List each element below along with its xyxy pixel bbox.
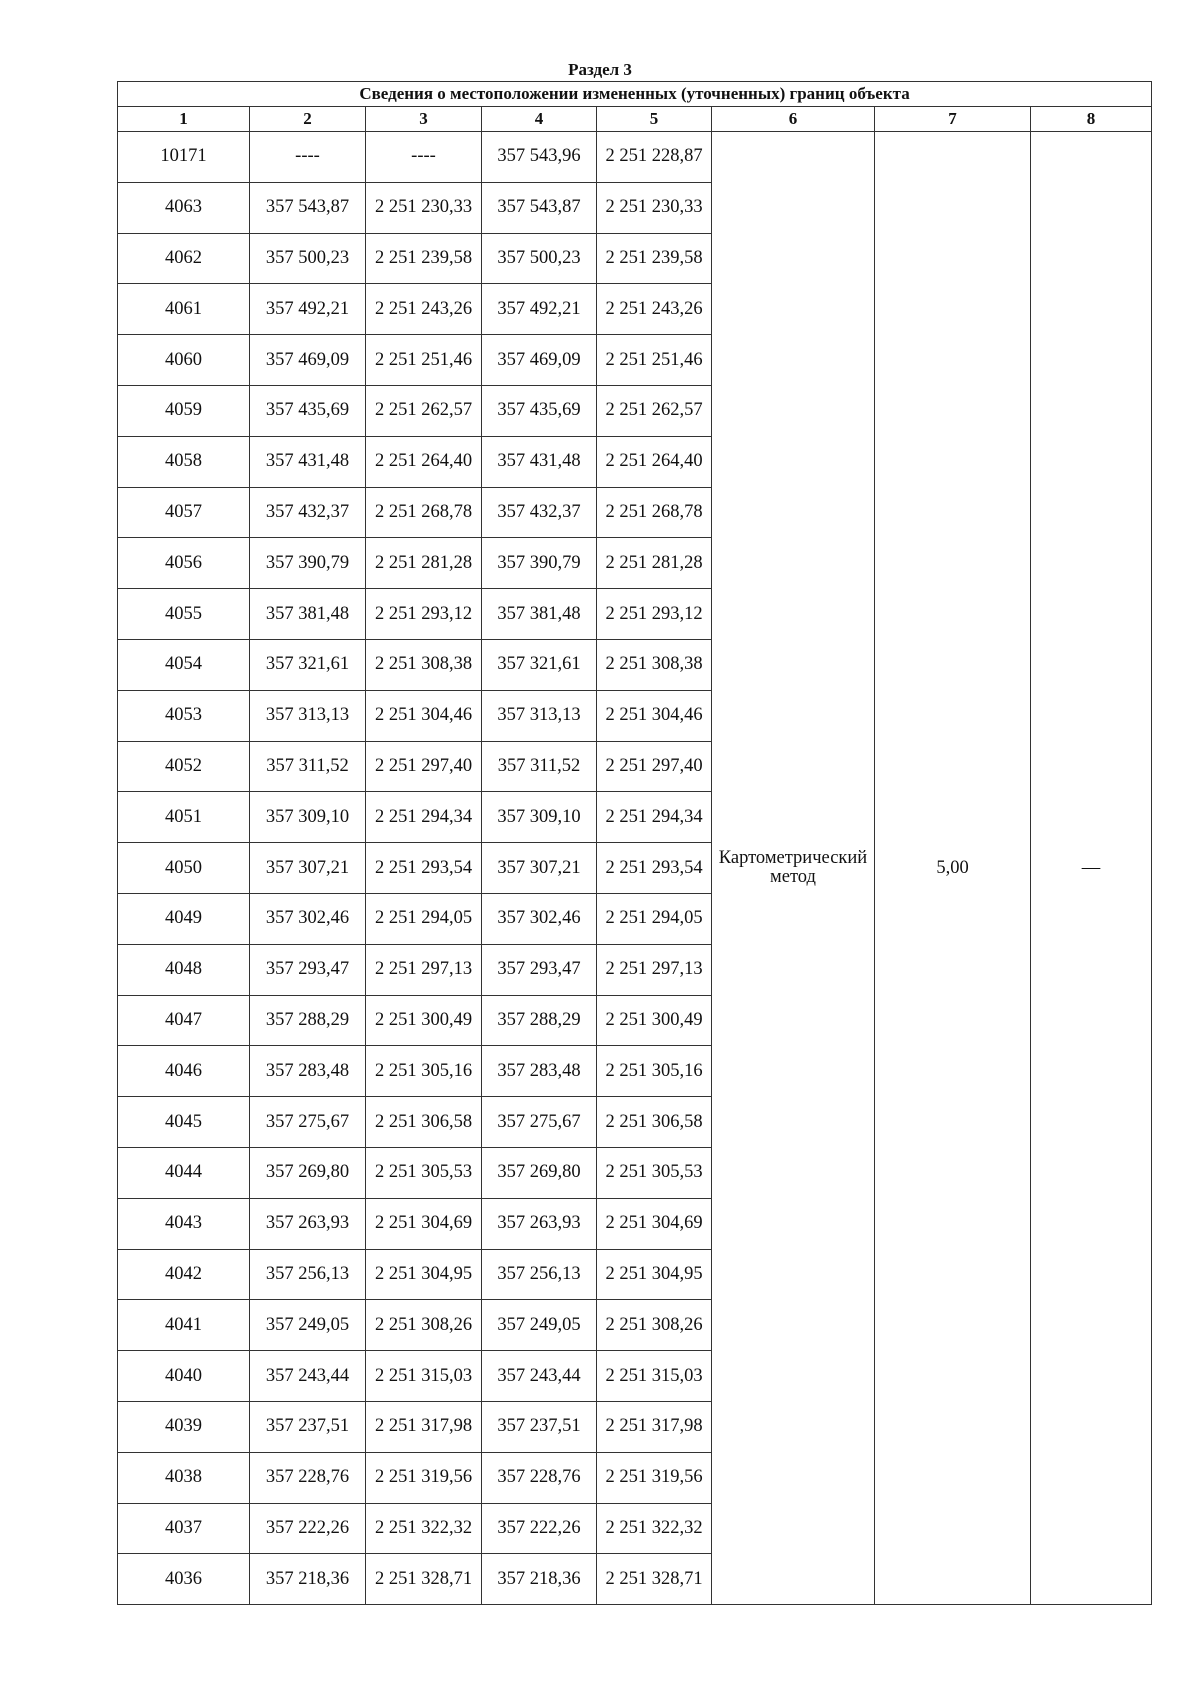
boundary-coordinates-table	[117, 81, 1152, 1605]
new-y-cell: 2 251 305,16	[597, 1046, 712, 1097]
column-number-7: 7	[875, 107, 1031, 132]
new-y-cell: 2 251 322,32	[597, 1503, 712, 1554]
old-x-cell: 357 218,36	[250, 1554, 366, 1605]
old-y-cell: 2 251 305,16	[366, 1046, 482, 1097]
old-x-cell: 357 222,26	[250, 1503, 366, 1554]
old-x-cell: 357 311,52	[250, 741, 366, 792]
point-number-cell: 4044	[118, 1147, 250, 1198]
old-x-cell: 357 275,67	[250, 1097, 366, 1148]
old-y-cell: 2 251 297,13	[366, 944, 482, 995]
accuracy-cell: 5,00	[875, 132, 1031, 1605]
old-y-cell: 2 251 317,98	[366, 1401, 482, 1452]
old-y-cell: 2 251 243,26	[366, 284, 482, 335]
new-x-cell: 357 381,48	[482, 589, 597, 640]
point-number-cell: 4048	[118, 944, 250, 995]
new-y-cell: 2 251 268,78	[597, 487, 712, 538]
old-x-cell: 357 500,23	[250, 233, 366, 284]
column-number-5: 5	[597, 107, 712, 132]
old-y-cell: 2 251 328,71	[366, 1554, 482, 1605]
old-y-cell: 2 251 293,54	[366, 843, 482, 894]
column-number-3: 3	[366, 107, 482, 132]
old-x-cell: 357 283,48	[250, 1046, 366, 1097]
new-y-cell: 2 251 319,56	[597, 1452, 712, 1503]
new-x-cell: 357 311,52	[482, 741, 597, 792]
point-number-cell: 4052	[118, 741, 250, 792]
new-y-cell: 2 251 304,69	[597, 1198, 712, 1249]
column-number-6: 6	[712, 107, 875, 132]
new-x-cell: 357 500,23	[482, 233, 597, 284]
new-y-cell: 2 251 294,34	[597, 792, 712, 843]
new-y-cell: 2 251 308,38	[597, 639, 712, 690]
old-y-cell: 2 251 230,33	[366, 182, 482, 233]
new-y-cell: 2 251 297,13	[597, 944, 712, 995]
new-x-cell: 357 263,93	[482, 1198, 597, 1249]
method-line-2: метод	[770, 867, 816, 888]
column-number-1: 1	[118, 107, 250, 132]
section-heading: Раздел 3	[568, 60, 632, 79]
point-number-cell: 4055	[118, 589, 250, 640]
old-y-cell: 2 251 308,38	[366, 639, 482, 690]
new-y-cell: 2 251 293,54	[597, 843, 712, 894]
old-y-cell: 2 251 262,57	[366, 385, 482, 436]
new-y-cell: 2 251 294,05	[597, 893, 712, 944]
new-y-cell: 2 251 264,40	[597, 436, 712, 487]
column-number-row	[118, 107, 1152, 132]
new-x-cell: 357 243,44	[482, 1351, 597, 1402]
point-number-cell: 4053	[118, 690, 250, 741]
point-number-cell: 4049	[118, 893, 250, 944]
old-y-cell: 2 251 251,46	[366, 335, 482, 386]
method-line-1: Картометрический	[718, 848, 868, 869]
new-y-cell: 2 251 297,40	[597, 741, 712, 792]
new-y-cell: 2 251 230,33	[597, 182, 712, 233]
old-x-cell: 357 321,61	[250, 639, 366, 690]
new-x-cell: 357 307,21	[482, 843, 597, 894]
old-x-cell: 357 309,10	[250, 792, 366, 843]
point-number-cell: 4046	[118, 1046, 250, 1097]
old-x-cell: 357 390,79	[250, 538, 366, 589]
old-y-cell: 2 251 305,53	[366, 1147, 482, 1198]
point-number-cell: 4040	[118, 1351, 250, 1402]
point-number-cell: 4051	[118, 792, 250, 843]
new-x-cell: 357 469,09	[482, 335, 597, 386]
old-y-cell: 2 251 294,05	[366, 893, 482, 944]
old-x-cell: 357 307,21	[250, 843, 366, 894]
new-y-cell: 2 251 300,49	[597, 995, 712, 1046]
new-y-cell: 2 251 304,95	[597, 1249, 712, 1300]
old-x-cell: 357 469,09	[250, 335, 366, 386]
new-x-cell: 357 302,46	[482, 893, 597, 944]
new-y-cell: 2 251 281,28	[597, 538, 712, 589]
old-x-cell: 357 263,93	[250, 1198, 366, 1249]
old-y-cell: 2 251 304,95	[366, 1249, 482, 1300]
old-x-cell: 357 256,13	[250, 1249, 366, 1300]
point-number-cell: 4060	[118, 335, 250, 386]
table-row	[118, 132, 1152, 183]
new-x-cell: 357 222,26	[482, 1503, 597, 1554]
old-x-cell: 357 431,48	[250, 436, 366, 487]
old-y-cell: 2 251 293,12	[366, 589, 482, 640]
old-x-cell: ----	[250, 132, 366, 183]
old-x-cell: 357 249,05	[250, 1300, 366, 1351]
point-number-cell: 4063	[118, 182, 250, 233]
point-number-cell: 4047	[118, 995, 250, 1046]
old-y-cell: 2 251 322,32	[366, 1503, 482, 1554]
point-number-cell: 4043	[118, 1198, 250, 1249]
old-x-cell: 357 492,21	[250, 284, 366, 335]
point-number-cell: 4039	[118, 1401, 250, 1452]
old-y-cell: 2 251 304,46	[366, 690, 482, 741]
old-x-cell: 357 288,29	[250, 995, 366, 1046]
old-x-cell: 357 432,37	[250, 487, 366, 538]
point-number-cell: 4061	[118, 284, 250, 335]
new-y-cell: 2 251 306,58	[597, 1097, 712, 1148]
point-number-cell: 4054	[118, 639, 250, 690]
new-y-cell: 2 251 243,26	[597, 284, 712, 335]
old-y-cell: 2 251 308,26	[366, 1300, 482, 1351]
point-number-cell: 4058	[118, 436, 250, 487]
new-x-cell: 357 275,67	[482, 1097, 597, 1148]
point-number-cell: 4050	[118, 843, 250, 894]
table-body	[118, 132, 1152, 1605]
point-number-cell: 10171	[118, 132, 250, 183]
column-number-8: 8	[1031, 107, 1152, 132]
new-x-cell: 357 288,29	[482, 995, 597, 1046]
new-x-cell: 357 492,21	[482, 284, 597, 335]
new-y-cell: 2 251 262,57	[597, 385, 712, 436]
old-x-cell: 357 237,51	[250, 1401, 366, 1452]
old-y-cell: 2 251 268,78	[366, 487, 482, 538]
point-number-cell: 4059	[118, 385, 250, 436]
old-x-cell: 357 302,46	[250, 893, 366, 944]
new-y-cell: 2 251 239,58	[597, 233, 712, 284]
old-y-cell: 2 251 304,69	[366, 1198, 482, 1249]
old-x-cell: 357 269,80	[250, 1147, 366, 1198]
old-y-cell: 2 251 239,58	[366, 233, 482, 284]
new-x-cell: 357 390,79	[482, 538, 597, 589]
new-x-cell: 357 237,51	[482, 1401, 597, 1452]
new-x-cell: 357 313,13	[482, 690, 597, 741]
old-x-cell: 357 228,76	[250, 1452, 366, 1503]
old-x-cell: 357 313,13	[250, 690, 366, 741]
old-y-cell: 2 251 306,58	[366, 1097, 482, 1148]
new-x-cell: 357 269,80	[482, 1147, 597, 1198]
new-x-cell: 357 228,76	[482, 1452, 597, 1503]
new-y-cell: 2 251 304,46	[597, 690, 712, 741]
old-x-cell: 357 243,44	[250, 1351, 366, 1402]
table-title: Сведения о местоположении измененных (уточненных) границ объекта	[118, 82, 1152, 107]
point-number-cell: 4038	[118, 1452, 250, 1503]
new-y-cell: 2 251 317,98	[597, 1401, 712, 1452]
point-number-cell: 4037	[118, 1503, 250, 1554]
old-y-cell: ----	[366, 132, 482, 183]
column-number-2: 2	[250, 107, 366, 132]
new-x-cell: 357 218,36	[482, 1554, 597, 1605]
new-x-cell: 357 256,13	[482, 1249, 597, 1300]
old-y-cell: 2 251 315,03	[366, 1351, 482, 1402]
old-x-cell: 357 293,47	[250, 944, 366, 995]
old-x-cell: 357 381,48	[250, 589, 366, 640]
new-x-cell: 357 309,10	[482, 792, 597, 843]
old-y-cell: 2 251 297,40	[366, 741, 482, 792]
new-y-cell: 2 251 305,53	[597, 1147, 712, 1198]
new-x-cell: 357 435,69	[482, 385, 597, 436]
new-y-cell: 2 251 251,46	[597, 335, 712, 386]
new-x-cell: 357 283,48	[482, 1046, 597, 1097]
point-number-cell: 4036	[118, 1554, 250, 1605]
point-number-cell: 4042	[118, 1249, 250, 1300]
point-number-cell: 4062	[118, 233, 250, 284]
new-x-cell: 357 293,47	[482, 944, 597, 995]
old-y-cell: 2 251 319,56	[366, 1452, 482, 1503]
new-x-cell: 357 543,87	[482, 182, 597, 233]
new-x-cell: 357 543,96	[482, 132, 597, 183]
new-x-cell: 357 432,37	[482, 487, 597, 538]
new-y-cell: 2 251 315,03	[597, 1351, 712, 1402]
point-number-cell: 4041	[118, 1300, 250, 1351]
column-8-cell: —	[1031, 132, 1152, 1605]
old-y-cell: 2 251 300,49	[366, 995, 482, 1046]
old-y-cell: 2 251 264,40	[366, 436, 482, 487]
new-x-cell: 357 249,05	[482, 1300, 597, 1351]
new-x-cell: 357 321,61	[482, 639, 597, 690]
point-number-cell: 4056	[118, 538, 250, 589]
method-cell	[712, 132, 875, 1605]
point-number-cell: 4057	[118, 487, 250, 538]
column-number-4: 4	[482, 107, 597, 132]
new-y-cell: 2 251 293,12	[597, 589, 712, 640]
old-x-cell: 357 543,87	[250, 182, 366, 233]
old-y-cell: 2 251 281,28	[366, 538, 482, 589]
point-number-cell: 4045	[118, 1097, 250, 1148]
old-x-cell: 357 435,69	[250, 385, 366, 436]
new-y-cell: 2 251 228,87	[597, 132, 712, 183]
old-y-cell: 2 251 294,34	[366, 792, 482, 843]
new-y-cell: 2 251 328,71	[597, 1554, 712, 1605]
new-x-cell: 357 431,48	[482, 436, 597, 487]
new-y-cell: 2 251 308,26	[597, 1300, 712, 1351]
